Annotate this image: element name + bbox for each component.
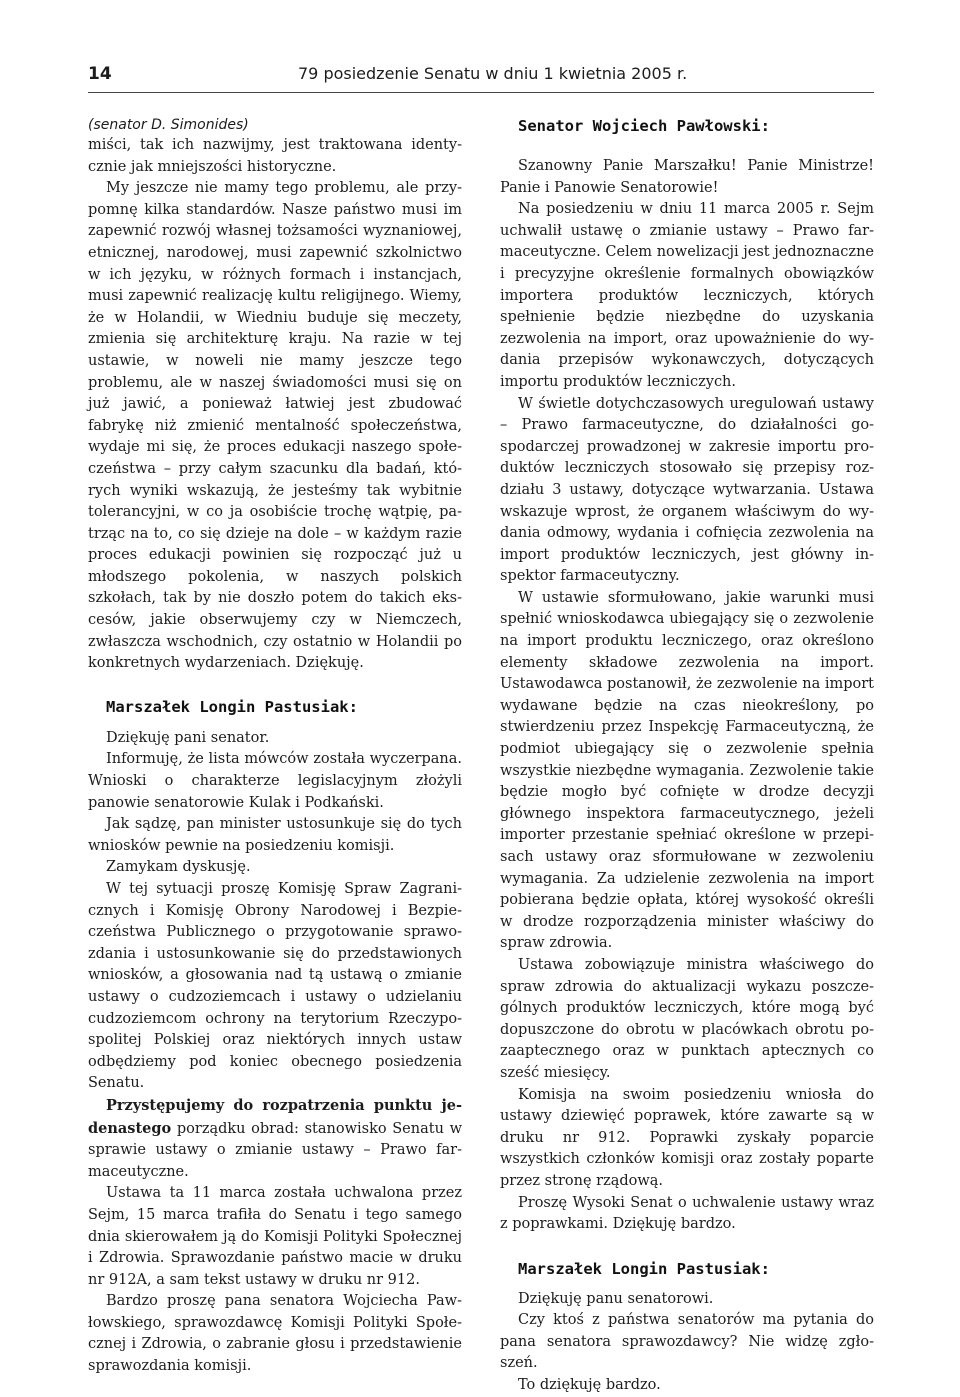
page-header xyxy=(88,58,874,93)
paragraph: Czy ktoś z państwa senatorów ma pytania do pana senatora sprawozdawcy? Nie widzę zgłoszeń. xyxy=(500,1312,874,1372)
paragraph: My jeszcze nie mamy tego problemu, ale przypomnę kilka standardów. Nasze państwo musi im zapewnić rozwój własnej tożsamości wyznaniowej, etnicznej, narodowej, musi zapewnić szkolnictwo w ich języku, w różnych formach i instancjach, musi zapewnić realizację kultu religijnego. Wiemy, że w Holandii, w Wiedniu buduje się meczety, zmienia się architekturę kraju. Na razie w tej ustawie, w noweli nie mamy jeszcze tego problemu, ale w naszej świadomości musi się on już jawić, a ponieważ łatwiej jest zbudować fabrykę niż zmienić mentalność społeczeństwa, wydaje mi się, że proces edukacji naszego społeczeństwa – przy całym szacunku dla badań, których wyniki wskazują, że jesteśmy tak wybitnie tolerancyjni, w co ja osobiście trochę wątpię, patrząc na to, co się dzieje na dole – w każdym razie proces edukacji powinien się rozpocząć już u młodszego pokolenia, w naszych polskich szkołach, tak by nie doszło potem do takich ekscesów, jakie obserwujemy czy w Niemczech, zwłaszcza wschodnich, czy ostatnio w Holandii po konkretnych wydarzeniach. Dziękuję. xyxy=(88,180,462,672)
speaker-continuation-note: (senator D. Simonides) xyxy=(88,117,249,133)
paragraph: Proszę Wysoki Senat o uchwalenie ustawy wraz z poprawkami. Dziękuję bardzo. xyxy=(500,1194,874,1233)
running-title: 79 posiedzenie Senatu w dniu 1 kwietnia 2005 r. xyxy=(298,64,688,83)
paragraph: W świetle dotychczasowych uregulowań ustawy – Prawo farmaceutyczne, do działalności gospodarczej prowadzonej w zakresie importu produktów leczniczych stosowało się przepisy rozdziału 3 ustawy, dotyczące wytwarzania. Ustawa wskazuje wprost, że organem właściwym do wydania odmowy, wydania i cofnięcia zezwolenia na import produktów leczniczych, jest główny inspektor farmaceutyczny. xyxy=(500,395,874,585)
speaker-heading: Marszałek Longin Pastusiak: xyxy=(518,1259,770,1278)
paragraph: Szanowny Panie Marszałku! Panie Ministrze! Panie i Panowie Senatorowie! xyxy=(500,158,874,196)
page-number: 14 xyxy=(88,64,112,84)
paragraph: Informuję, że lista mówców została wyczerpana. Wnioski o charakterze legislacyjnym złożyli panowie senatorowie Kulak i Podkański. xyxy=(88,751,462,811)
paragraph: miści, tak ich nazwijmy, jest traktowana identycznie jak mniejszości historyczne. xyxy=(88,137,462,175)
agenda-item-rest: porządku obrad: stanowisko Senatu w sprawie ustawy o zmianie ustawy – Prawo farmaceutyczne. xyxy=(88,1120,462,1180)
paragraph: Komisja na swoim posiedzeniu wniosła do ustawy dziewięć poprawek, które zawarte są w druku nr 912. Poprawki zyskały poparcie wszystkich członków komisji oraz zostały poparte przez stronę rządową. xyxy=(500,1086,874,1189)
speaker-heading: Senator Wojciech Pawłowski: xyxy=(518,117,770,135)
paragraph: Jak sądzę, pan minister ustosunkuje się do tych wniosków pewnie na posiedzeniu komisji. xyxy=(88,816,462,854)
agenda-item-lead: Przystępujemy do rozpatrzenia punktu jedenastego xyxy=(88,1096,462,1137)
speaker-heading: Marszałek Longin Pastusiak: xyxy=(106,697,358,716)
paragraph: W ustawie sformułowano, jakie warunki musi spełnić wnioskodawca ubiegający się o zezwolenie na import produktu leczniczego, oraz określono elementy składowe zezwolenia na import. Ustawodawca postanowił, że zezwolenie na import wydawane będzie na czas nieokreślony, po stwierdzeniu przez Inspekcję Farmaceutyczną, że podmiot ubiegający się o zezwolenie spełnia wszystkie niezbędne wymagania. Zezwolenie takie będzie mogło być cofnięte w drodze decyzji głównego inspektora farmaceutycznego, jeżeli importer przestanie spełniać określone w przepisach ustawy oraz sformułowane w zezwoleniu wymagania. Za udzielenie zezwolenia na import pobierana będzie opłata, której wysokość określi w drodze rozporządzenia minister właściwy do spraw zdrowia. xyxy=(500,589,874,952)
left-column xyxy=(88,115,462,1378)
paragraph: Dziękuję panu senatorowi. xyxy=(518,1290,714,1307)
agenda-item-paragraph xyxy=(88,1095,462,1183)
paragraph: Na posiedzeniu w dniu 11 marca 2005 r. Sejm uchwalił ustawę o zmianie ustawy – Prawo farmaceutyczne. Celem nowelizacji jest jednoznaczne i precyzyjne określenie formalnych obowiązków importera produktów leczniczych, których spełnienie będzie niezbędne do uzyskania zezwolenia na import, oraz upoważnienie do wydania przepisów wykonawczych, dotyczących importu produktów leczniczych. xyxy=(500,201,874,390)
paragraph: Zamykam dyskusję. xyxy=(106,859,251,876)
paragraph: W tej sytuacji proszę Komisję Spraw Zagranicznych i Komisję Obrony Narodowej i Bezpieczeństwa Publicznego o przygotowanie sprawozdania i ustosunkowanie się do przedstawionych wniosków, a głosowania nad tą ustawą o zmianie ustawy o cudzoziemcach i ustawy o udzielaniu cudzoziemcom ochrony na terytorium Rzeczypospolitej Polskiej oraz niektórych innych ustaw odbędziemy pod koniec obecnego posiedzenia Senatu. xyxy=(88,881,462,1092)
right-column xyxy=(500,115,874,1397)
paragraph: Bardzo proszę pana senatora Wojciecha Pawłowskiego, sprawozdawcę Komisji Polityki Społecznej i Zdrowia, o zabranie głosu i przedstawienie sprawozdania komisji. xyxy=(88,1293,462,1375)
paragraph: Ustawa zobowiązuje ministra właściwego do spraw zdrowia do aktualizacji wykazu poszczególnych produktów leczniczych, które mogą być dopuszczone do obrotu w placówkach obrotu pozaaptecznego oraz w punktach aptecznych co sześć miesięcy. xyxy=(500,956,874,1081)
paragraph: To dziękuję bardzo. xyxy=(518,1377,661,1394)
paragraph: Dziękuję pani senator. xyxy=(106,729,270,746)
paragraph: Ustawa ta 11 marca została uchwalona przez Sejm, 15 marca trafiła do Senatu i tego samego dnia skierowałem ją do Komisji Polityki Społecznej i Zdrowia. Sprawozdanie państwo macie w druku nr 912A, a sam tekst ustawy w druku nr 912. xyxy=(88,1185,462,1288)
